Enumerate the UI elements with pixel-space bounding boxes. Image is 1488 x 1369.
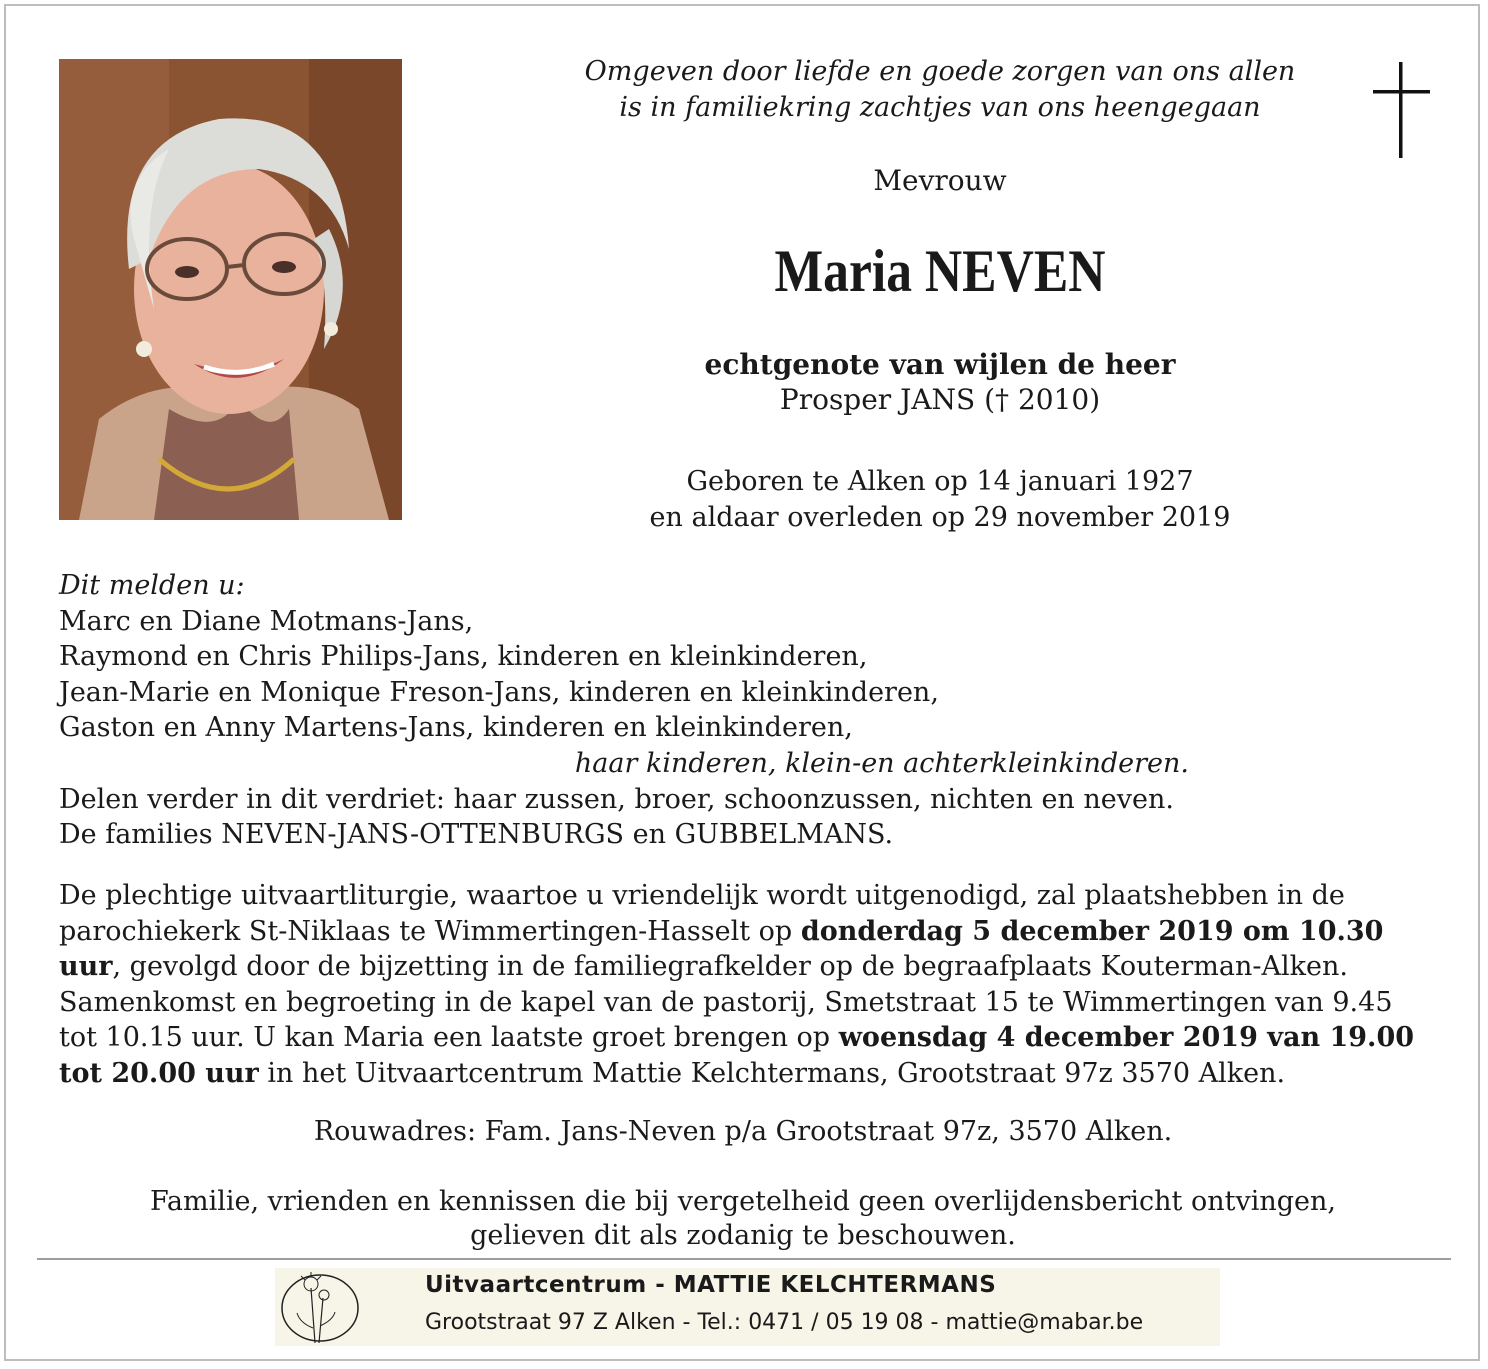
dandelion-logo-icon <box>275 1268 410 1346</box>
funeral-home-contact: Grootstraat 97 Z Alken - Tel.: 0471 / 05 19 08 - mattie@mabar.be <box>425 1310 1144 1335</box>
portrait-illustration <box>59 59 402 520</box>
spouse-line-1: echtgenote van wijlen de heer <box>704 348 1176 381</box>
birth-line: Geboren te Alken op 14 januari 1927 <box>686 466 1194 497</box>
life-dates <box>440 464 1440 536</box>
family-line: Jean-Marie en Monique Freson-Jans, kinderen en kleinkinderen, <box>59 676 939 708</box>
spouse-line-2: Prosper JANS († 2010) <box>779 383 1101 416</box>
portrait-photo <box>59 59 402 520</box>
family-line: Marc en Diane Motmans-Jans, <box>59 605 474 637</box>
family-heading: Dit melden u: <box>59 570 245 601</box>
ceremony-text-2: , gevolgd door de bijzetting in de familiegrafkelder op de begraafplaats Kouterman-Alken. Samenkomst en begroeting in de kapel van de pastorij, Smetstraat 15 te Wimmertingen van 9.45 tot 10.15 uur. U kan Maria een laatste groet brengen op <box>59 951 1393 1054</box>
family-extra-2: De families NEVEN-JANS-OTTENBURGS en GUBBELMANS. <box>59 819 894 851</box>
ceremony-text-1: De plechtige uitvaartliturgie, waartoe u vriendelijk wordt uitgenodigd, zal plaatshebben in de parochiekerk St-Niklaas te Wimmertingen-Hasselt op <box>59 880 1345 947</box>
family-announcement <box>59 568 1439 853</box>
intro-text <box>440 54 1440 126</box>
closing-line-2: gelieven dit als zodanig te beschouwen. <box>470 1220 1016 1251</box>
ceremony-date-bold: donderdag 5 december 2019 om 10.30 uur <box>59 915 1384 983</box>
honorific: Mevrouw <box>873 164 1007 197</box>
deceased-name: Maria NEVEN <box>774 238 1106 304</box>
funeral-home-banner <box>275 1268 1220 1346</box>
intro-line-2: is in familiekring zachtjes van ons heengegaan <box>619 92 1261 123</box>
footer-divider <box>37 1258 1451 1260</box>
family-line: Gaston en Anny Martens-Jans, kinderen en kleinkinderen, <box>59 712 853 744</box>
ceremony-paragraph <box>59 878 1439 1092</box>
funeral-home-name: Uitvaartcentrum - MATTIE KELCHTERMANS <box>425 1272 997 1298</box>
family-extra-1: Delen verder in dit verdriet: haar zussen, broer, schoonzussen, nichten en neven. <box>59 783 1174 815</box>
death-line: en aldaar overleden op 29 november 2019 <box>649 502 1231 533</box>
closing-note <box>0 1185 1486 1253</box>
mourning-address: Rouwadres: Fam. Jans-Neven p/a Grootstraat 97z, 3570 Alken. <box>313 1116 1173 1147</box>
family-signature: haar kinderen, klein-en achterkleinkinderen. <box>574 747 1189 779</box>
ceremony-text-3: in het Uitvaartcentrum Mattie Kelchtermans, Grootstraat 97z 3570 Alken. <box>258 1057 1286 1089</box>
visitation-date-bold: woensdag 4 december 2019 van 19.00 tot 20.00 uur <box>59 1022 1415 1089</box>
closing-line-1: Familie, vrienden en kennissen die bij vergetelheid geen overlijdensbericht ontvingen, <box>149 1186 1336 1217</box>
spouse-info <box>440 347 1440 417</box>
intro-line-1: Omgeven door liefde en goede zorgen van ons allen <box>584 56 1296 87</box>
family-line: Raymond en Chris Philips-Jans, kinderen en kleinkinderen, <box>59 641 868 673</box>
